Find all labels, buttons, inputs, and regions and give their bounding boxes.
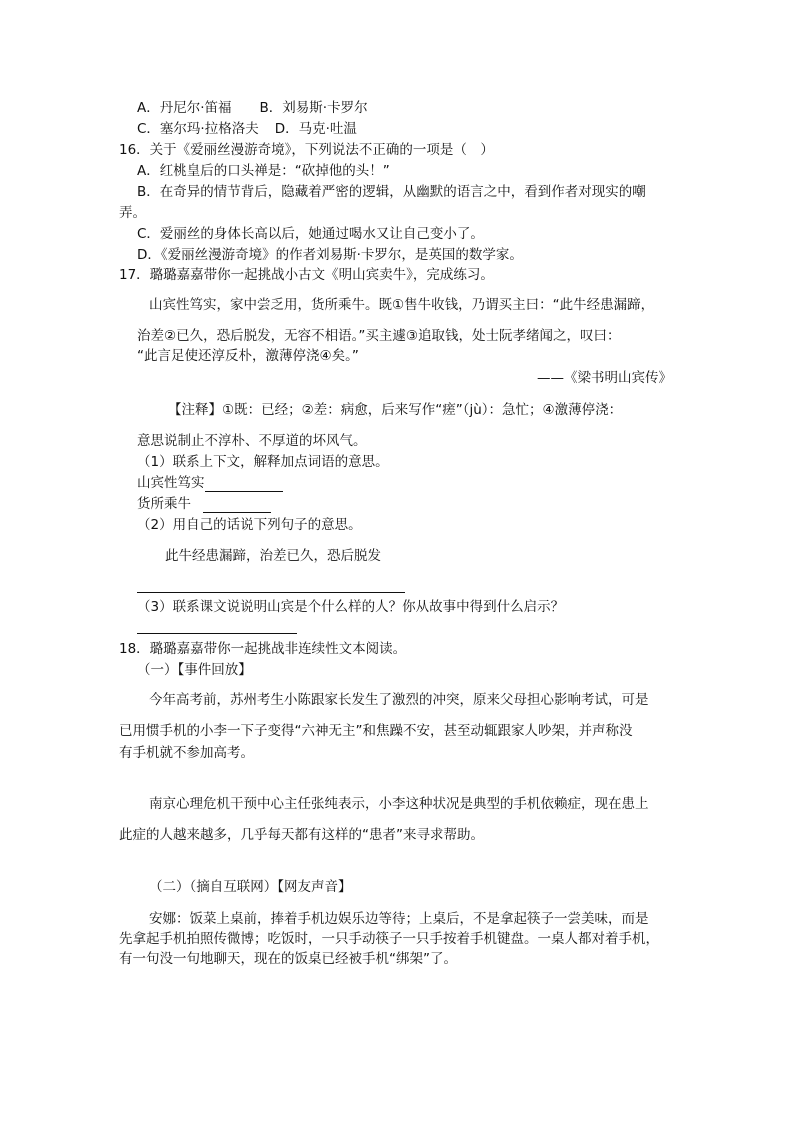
q18-part2-p1-line2: 先拿起手机拍照传微博；吃饭时，一只手动筷子一只手按着手机键盘。一桌人都对着手机， [119,931,659,947]
q17-sub1: （1）联系上下文，解释加点词语的意思。 [137,454,389,470]
q18-part1-title: （一）【事件回放】 [137,662,252,678]
answer-blank-1[interactable] [205,477,283,492]
q17-passage-line3: “此言足使还淳反朴，激薄停浇④矣。” [137,348,359,364]
q15-option-d: D．马克·吐温 [274,121,357,137]
q16-option-b-line2: 弄。 [119,205,146,221]
q18-part1-p2-line2: 此症的人越来越多，几乎每天都有这样的“患者”来寻求帮助。 [119,827,484,843]
q16-option-b-line1: B．在奇异的情节背后，隐藏着严密的逻辑，从幽默的语言之中，看到作者对现实的嘲 [137,184,646,200]
q18-part2-p1-line3: 有一句没一句地聊天，现在的饭桌已经被手机“绑架”了。 [119,951,457,967]
q15-option-a: A．丹尼尔·笛福 [137,100,232,116]
q18-stem: 18．璐璐嘉嘉带你一起挑战非连续性文本阅读。 [119,641,407,657]
q17-stem: 17．璐璐嘉嘉带你一起挑战小古文《明山宾卖牛》，完成练习。 [119,267,494,283]
q17-note-line1: 【注释】①既：已经；②差：病愈，后来写作“瘥”（jù）：急忙；④激薄停浇： [168,402,623,418]
q18-part1-p1-line3: 有手机就不参加高考。 [119,745,254,761]
q17-passage-line1: 山宾性笃实，家中尝乏用，货所乘牛。既①售牛收钱，乃谓买主曰：“此牛经患漏蹄， [149,297,655,313]
q17-sub1-item2: 货所乘牛 [137,496,191,512]
q17-sub2: （2）用自己的话说下列句子的意思。 [137,517,362,533]
q15-options-row-2 [137,120,357,138]
q15-options-row-1 [137,99,368,117]
q17-sub3: （3）联系课文说说明山宾是个什么样的人？你从故事中得到什么启示？ [137,599,565,615]
q16-option-d: D．《爱丽丝漫游奇境》的作者刘易斯·卡罗尔，是英国的数学家。 [137,247,523,263]
answer-blank-2[interactable] [203,498,271,513]
q17-sub1-item1: 山宾性笃实 [137,475,205,491]
q17-sub2-sentence: 此牛经患漏蹄，治差已久，恐后脱发 [165,548,381,564]
q17-sub1-item2-row [137,495,271,513]
q17-passage-line2: 治差②已久，恐后脱发，无容不相语。”买主遽③追取钱，处士阮孝绪闻之，叹曰： [137,328,621,344]
q16-option-c: C．爱丽丝的身体长高以后，她通过喝水又让自己变小了。 [137,226,484,242]
answer-line-sub3[interactable] [137,633,297,634]
q18-part2-title: （二）（摘自互联网）【网友声音】 [149,879,352,895]
q17-note-line2: 意思说制止不淳朴、不厚道的坏风气。 [137,433,367,449]
q16-option-a: A．红桃皇后的口头禅是：“砍掉他的头！” [137,163,390,179]
q18-part1-p1-line2: 已用惯手机的小李一下子变得“六神无主”和焦躁不安，甚至动辄跟家人吵架，并声称没 [119,723,633,739]
q17-source: ——《梁书明山宾传》 [537,370,672,386]
q18-part1-p2-line1: 南京心理危机干预中心主任张纯表示，小李这种状况是典型的手机依赖症，现在患上 [149,796,649,812]
q17-sub1-item1-row [137,474,283,492]
q15-option-c: C．塞尔玛·拉格洛夫 [137,121,259,137]
q18-part2-p1-line1: 安娜：饭菜上桌前，捧着手机边娱乐边等待；上桌后，不是拿起筷子一尝美味，而是 [149,911,649,927]
q16-stem: 16．关于《爱丽丝漫游奇境》，下列说法不正确的一项是（ ） [119,142,494,158]
q15-option-b: B．刘易斯·卡罗尔 [259,100,368,116]
q18-part1-p1-line1: 今年高考前，苏州考生小陈跟家长发生了激烈的冲突，原来父母担心影响考试，可是 [149,692,649,708]
answer-line-sub2[interactable] [137,592,405,593]
